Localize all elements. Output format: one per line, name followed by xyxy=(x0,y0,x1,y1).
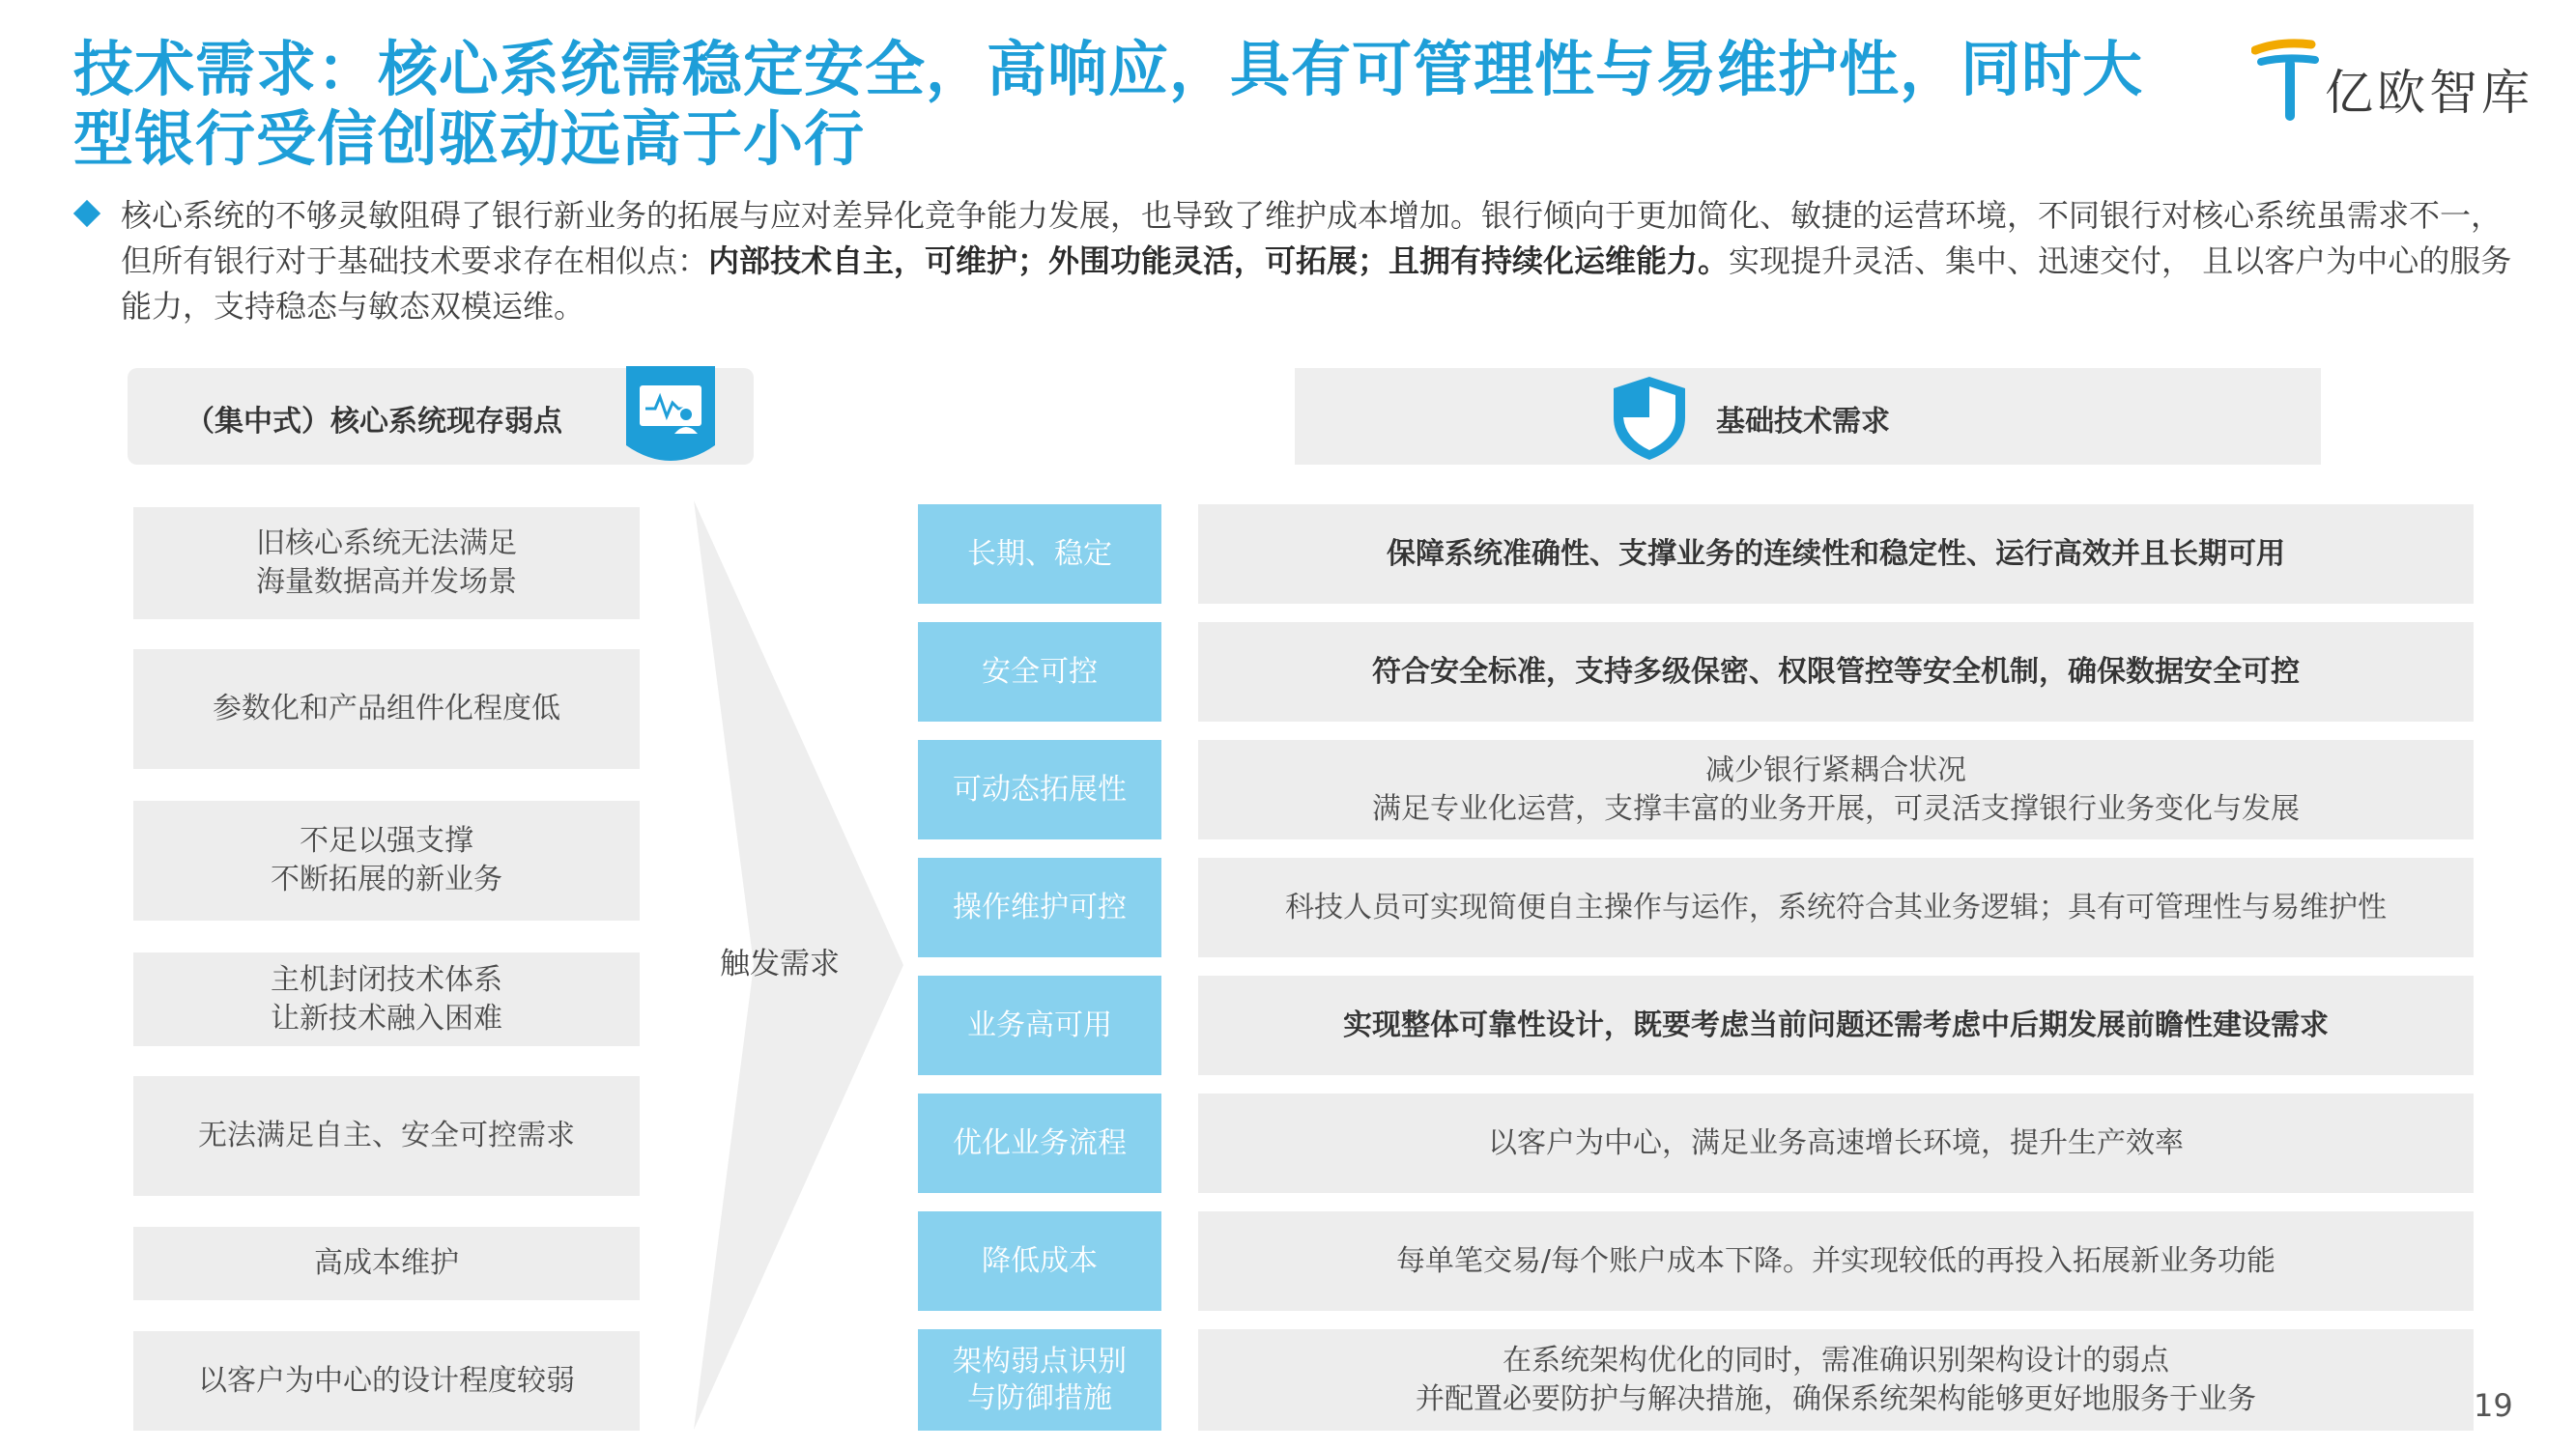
weakness-item: 参数化和产品组件化程度低 xyxy=(133,649,640,769)
diamond-bullet-icon xyxy=(73,200,100,227)
requirement-label: 安全可控 xyxy=(918,622,1161,722)
weakness-header-label: （集中式）核心系统现存弱点 xyxy=(186,405,562,439)
requirement-header-label: 基础技术需求 xyxy=(1716,405,1890,439)
weakness-item: 高成本维护 xyxy=(133,1227,640,1300)
shield-icon xyxy=(1612,375,1687,462)
requirement-desc: 以客户为中心，满足业务高速增长环境，提升生产效率 xyxy=(1198,1094,2474,1193)
intro-text-1: 核心系统的不够灵敏阻碍了银行新业务的拓展与应对差异化竞争能力发展，也导致了维护成本增加。银行倾向于更加简化、敏捷的运营环境，不同银行对核心系统虽需求不一，但所有银行对于基础技术要求存在相似点： xyxy=(121,197,2503,279)
weakness-item: 以客户为中心的设计程度较弱 xyxy=(133,1331,640,1431)
intro-text-2: 实现提升灵活、集中、迅速交付， 且以客户为中心的服务能力，支持稳态与敏态双模运维。 xyxy=(121,242,2512,325)
requirement-label: 长期、稳定 xyxy=(918,504,1161,604)
intro-paragraph xyxy=(121,193,2517,329)
requirement-desc: 在系统架构优化的同时，需准确识别架构设计的弱点 并配置必要防护与解决措施，确保系统架构能够更好地服务于业务 xyxy=(1198,1329,2474,1431)
page-title: 技术需求：核心系统需稳定安全，高响应，具有可管理性与易维护性，同时大型银行受信创驱动远高于小行 xyxy=(73,34,2144,174)
requirement-label: 业务高可用 xyxy=(918,976,1161,1075)
intro-text-bold: 内部技术自主，可维护；外围功能灵活，可拓展；且拥有持续化运维能力。 xyxy=(708,242,1730,279)
page-number: 19 xyxy=(2474,1387,2513,1424)
yiou-logo-icon xyxy=(2251,37,2329,124)
logo xyxy=(2251,37,2541,124)
requirement-desc: 减少银行紧耦合状况 满足专业化运营，支撑丰富的业务开展，可灵活支撑银行业务变化与发展 xyxy=(1198,740,2474,839)
monitor-user-icon xyxy=(626,366,715,472)
requirement-label: 架构弱点识别 与防御措施 xyxy=(918,1329,1161,1431)
requirement-label: 操作维护可控 xyxy=(918,858,1161,957)
requirement-label: 可动态拓展性 xyxy=(918,740,1161,839)
requirement-desc: 每单笔交易/每个账户成本下降。并实现较低的再投入拓展新业务功能 xyxy=(1198,1211,2474,1311)
requirement-desc: 保障系统准确性、支撑业务的连续性和稳定性、运行高效并且长期可用 xyxy=(1198,504,2474,604)
requirement-desc: 符合安全标准，支持多级保密、权限管控等安全机制，确保数据安全可控 xyxy=(1198,622,2474,722)
weakness-item: 旧核心系统无法满足 海量数据高并发场景 xyxy=(133,507,640,619)
logo-text: 亿欧智库 xyxy=(2325,65,2533,121)
weakness-item: 无法满足自主、安全可控需求 xyxy=(133,1076,640,1196)
weakness-item: 主机封闭技术体系 让新技术融入困难 xyxy=(133,952,640,1046)
weakness-item: 不足以强支撑 不断拓展的新业务 xyxy=(133,801,640,921)
requirement-desc: 科技人员可实现简便自主操作与运作，系统符合其业务逻辑；具有可管理性与易维护性 xyxy=(1198,858,2474,957)
requirement-label: 优化业务流程 xyxy=(918,1094,1161,1193)
trigger-label: 触发需求 xyxy=(720,947,840,981)
requirement-desc: 实现整体可靠性设计，既要考虑当前问题还需考虑中后期发展前瞻性建设需求 xyxy=(1198,976,2474,1075)
requirement-label: 降低成本 xyxy=(918,1211,1161,1311)
